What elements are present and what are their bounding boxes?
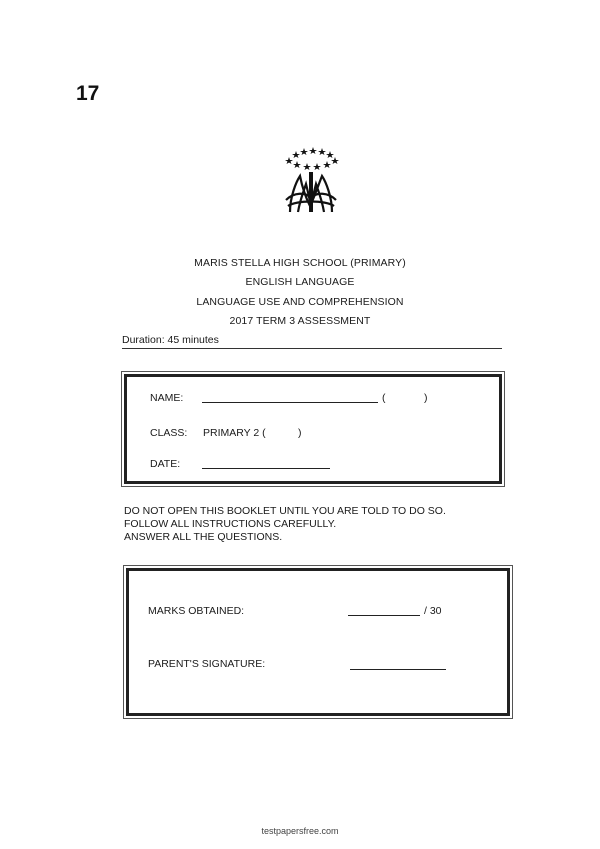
marks-obtained-label: MARKS OBTAINED: [148, 605, 245, 617]
class-value: PRIMARY 2 ( [203, 427, 266, 439]
instructions [124, 505, 446, 544]
class-paren-close: ) [298, 427, 302, 439]
marks-total: / 30 [424, 605, 442, 617]
signature-field-line[interactable] [350, 669, 446, 670]
instruction-line: FOLLOW ALL INSTRUCTIONS CAREFULLY. [124, 518, 337, 530]
duration-text: Duration: 45 minutes [122, 334, 219, 346]
assessment-title: 2017 TERM 3 ASSESSMENT [229, 315, 371, 327]
instruction-line: DO NOT OPEN THIS BOOKLET UNTIL YOU ARE TOLD TO DO SO. [124, 505, 446, 517]
index-paren-open: ( [382, 392, 386, 404]
footer-url: testpapersfree.com [261, 826, 339, 836]
duration-divider [122, 348, 502, 349]
school-name: MARIS STELLA HIGH SCHOOL (PRIMARY) [194, 257, 406, 269]
page-number: 17 [76, 82, 100, 105]
subject-title: ENGLISH LANGUAGE [245, 276, 355, 288]
paper-title: LANGUAGE USE AND COMPREHENSION [196, 296, 404, 308]
date-field-line[interactable] [202, 468, 330, 469]
index-paren-close: ) [424, 392, 428, 404]
parent-signature-label: PARENT'S SIGNATURE: [148, 658, 266, 670]
name-label: NAME: [150, 392, 184, 404]
date-label: DATE: [150, 458, 181, 470]
class-label: CLASS: [150, 427, 188, 439]
school-crest-logo [276, 142, 346, 218]
instruction-line: ANSWER ALL THE QUESTIONS. [124, 531, 283, 543]
marks-field-line[interactable] [348, 615, 420, 616]
name-field-line[interactable] [202, 402, 378, 403]
marks-box [126, 568, 510, 716]
